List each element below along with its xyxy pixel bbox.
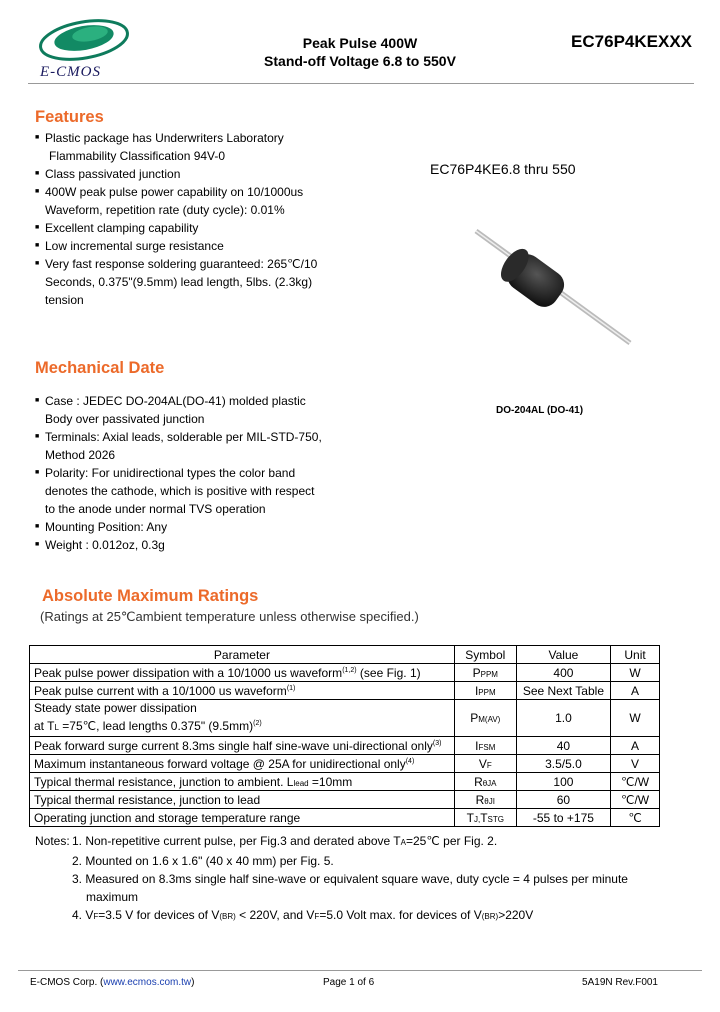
features-title: Features xyxy=(35,108,104,126)
diode-package-icon xyxy=(470,225,640,355)
mechanical-item: ■ Weight : 0.012oz, 0.3g xyxy=(35,536,355,554)
header-title-line2: Stand-off Voltage 6.8 to 550V xyxy=(264,53,456,69)
col-value: Value xyxy=(516,646,610,664)
footer-company: E-CMOS Corp. (www.ecmos.com.tw) xyxy=(30,977,195,988)
diode-illustration xyxy=(470,225,640,355)
mechanical-item: ■ Terminals: Axial leads, solderable per MIL-STD-750, Method 2026 xyxy=(35,428,355,464)
header-title xyxy=(200,34,520,70)
company-logo xyxy=(22,12,142,82)
notes-label: Notes: xyxy=(35,834,70,848)
feature-item: ■ 400W peak pulse power capability on 10/1000us Waveform, repetition rate (duty cycle): 0.01% xyxy=(35,183,345,219)
mechanical-item: ■ Polarity: For unidirectional types the color band denotes the cathode, which is positive with respect to the anode under normal TVS operation xyxy=(35,464,355,518)
note-3: 3. Measured on 8.3ms single half sine-wave or equivalent square wave, duty cycle = 4 pulses per minute maximum xyxy=(72,872,628,904)
feature-item: ■ Excellent clamping capability xyxy=(35,219,345,237)
package-label: DO-204AL (DO-41) xyxy=(496,405,584,416)
col-symbol: Symbol xyxy=(454,646,516,664)
table-row: Peak forward surge current 8.3ms single half sine-wave uni-directional only$^{(3)}$ IFSM 40 A xyxy=(30,737,660,755)
table-row: Peak pulse current with a 10/1000 us waveform$^{(1)}$ IPPM See Next Table A xyxy=(30,682,660,700)
table-row: Typical thermal resistance, junction to ambient. Llead =10mm RθJA 100 ℃/W xyxy=(30,773,660,791)
feature-item: ■ Very fast response soldering guaranteed: 265℃/10 Seconds, 0.375"(9.5mm) lead length, 5lbs. (2.3kg) tension xyxy=(35,255,345,309)
header-title-line1: Peak Pulse 400W xyxy=(302,35,418,51)
ratings-table xyxy=(29,645,660,827)
website-link[interactable]: www.ecmos.com.tw xyxy=(103,977,192,988)
feature-item: ■ Class passivated junction xyxy=(35,165,345,183)
mechanical-title: Mechanical Date xyxy=(35,359,165,377)
table-row: Operating junction and storage temperature range TJ,TSTG -55 to +175 ℃ xyxy=(30,809,660,827)
footer-page: Page 1 of 6 xyxy=(323,977,375,988)
col-parameter: Parameter xyxy=(30,646,455,664)
table-row: Maximum instantaneous forward voltage @ 25A for unidirectional only$^{(4)}$ VF 3.5/5.0 V xyxy=(30,755,660,773)
note-4: 4. VF=3.5 V for devices of V(BR) < 220V, and VF=5.0 Volt max. for devices of V(BR)>220V xyxy=(72,908,534,922)
table-row: Steady state power dissipation at TL =75℃, lead lengths 0.375" $(9.5mm)^{(2)}$ PM(AV) 1.0 W xyxy=(30,700,660,737)
footer-divider xyxy=(18,970,702,971)
features-list xyxy=(35,129,345,309)
note-2: 2. Mounted on 1.6 x 1.6" (40 x 40 mm) per Fig. 5. xyxy=(72,854,334,868)
header-divider xyxy=(28,83,694,84)
mechanical-list xyxy=(35,392,355,554)
part-number: EC76P4KEXXX xyxy=(571,32,692,51)
notes: Notes: 1. Non-repetitive current pulse, per Fig.3 and derated above TA=25℃ per Fig. 2. 2. Mounted on 1.6 x 1.6" (40 x 40 mm) per Fig. 5. 3. Measured on 8.3ms single half sine-wave or equivalent square wave, duty cycle = 4 pulses per minute maximum 4. VF=3.5 V for devices of V(BR) < 220V, and VF=5.0 Volt max. for devices of V(BR)>220V xyxy=(35,832,675,926)
ratings-title: Absolute Maximum Ratings xyxy=(42,587,259,605)
col-unit: Unit xyxy=(611,646,660,664)
logo-swoosh-icon xyxy=(22,12,142,72)
table-header-row xyxy=(30,646,660,664)
footer-revision: 5A19N Rev.F001 xyxy=(582,977,658,988)
mechanical-item: ■ Case : JEDEC DO-204AL(DO-41) molded plastic Body over passivated junction xyxy=(35,392,355,428)
product-range: EC76P4KE6.8 thru 550 xyxy=(430,161,576,177)
logo-text: E-CMOS xyxy=(40,64,101,80)
table-row: Typical thermal resistance, junction to lead RθJI 60 ℃/W xyxy=(30,791,660,809)
ratings-subtitle: (Ratings at 25℃ambient temperature unless otherwise specified.) xyxy=(40,609,419,624)
feature-item: ■ Low incremental surge resistance xyxy=(35,237,345,255)
mechanical-item: ■ Mounting Position: Any xyxy=(35,518,355,536)
feature-item: ■ Plastic package has Underwriters Laboratory Flammability Classification 94V-0 xyxy=(35,129,345,165)
table-row: Peak pulse power dissipation with a 10/1000 us waveform$^{(1,2)}$ (see Fig. 1) PPPM 400 W xyxy=(30,664,660,682)
